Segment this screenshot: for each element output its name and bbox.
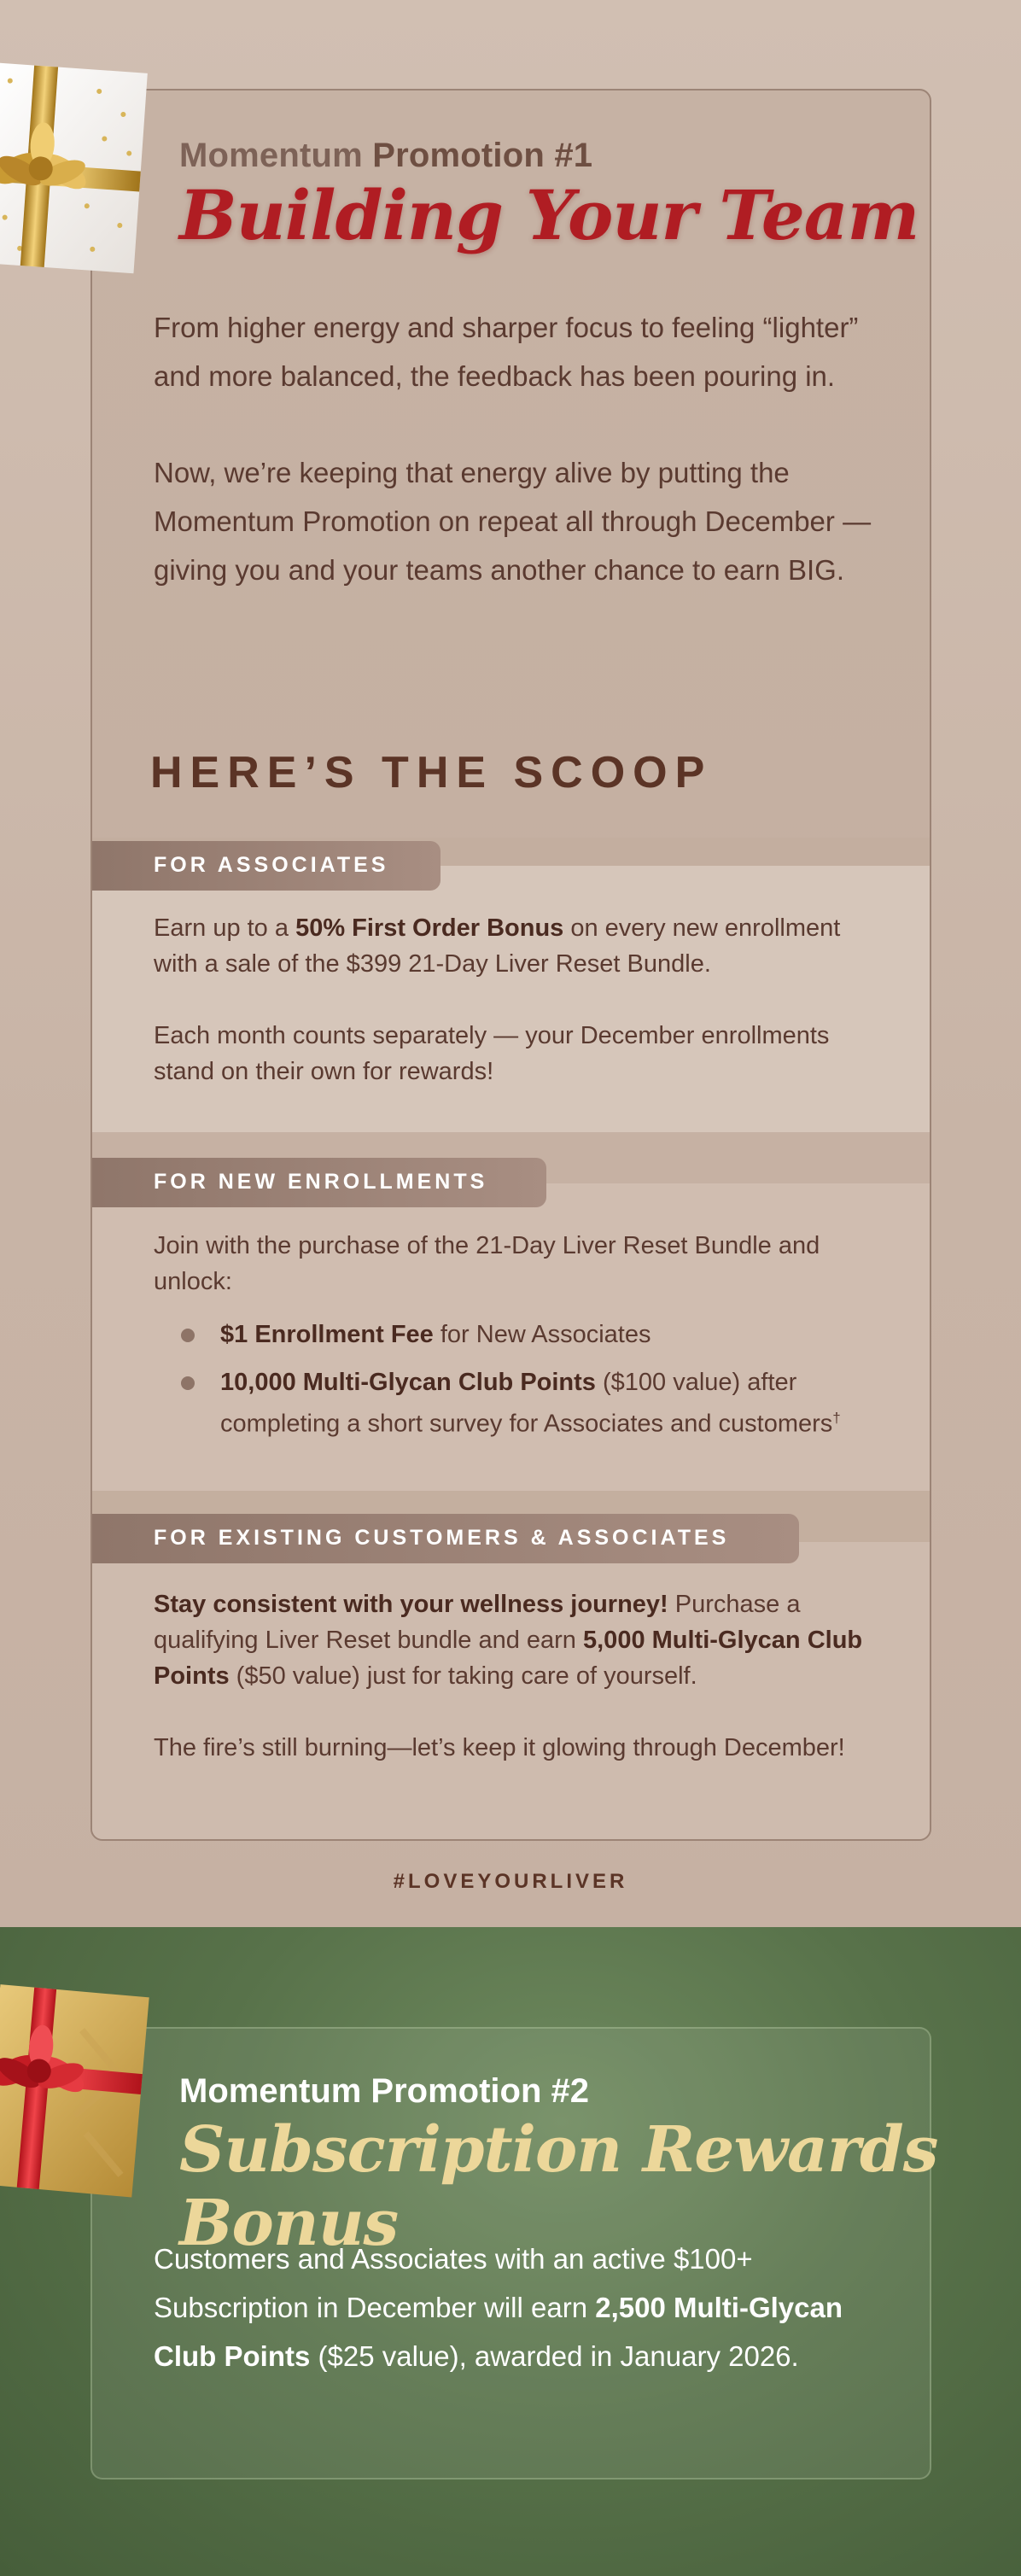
existing-paragraph-2: The fire’s still burning—let’s keep it glowing through December! [154, 1734, 845, 1761]
promotion-2-section [0, 1927, 1021, 2576]
gift-box-red-bow-icon [0, 1971, 163, 2207]
intro-paragraph-1: From higher energy and sharper focus to feeling “lighter” and more balanced, the feedback has been pouring in. [154, 312, 859, 392]
new-enrollments-text [154, 1228, 879, 1442]
promo-1-kicker: Momentum Promotion #1 [179, 137, 593, 174]
for-existing-label: FOR EXISTING CUSTOMERS & ASSOCIATES [92, 1514, 799, 1563]
existing-paragraph-1: Stay consistent with your wellness journey! Purchase a qualifying Liver Reset bundle and earn 5,000 Multi-Glycan Club Points ($50 value) just for taking care of yourself. [154, 1591, 863, 1690]
promo-1-title: Building Your Team [179, 175, 919, 255]
for-new-enrollments-label: FOR NEW ENROLLMENTS [92, 1158, 546, 1207]
list-item: $1 Enrollment Fee for New Associates [154, 1317, 879, 1352]
list-item: 10,000 Multi-Glycan Club Points ($100 value) after completing a short survey for Associates and customers† [154, 1364, 879, 1442]
intro-paragraph-2: Now, we’re keeping that energy alive by putting the Momentum Promotion on repeat all through December — giving you and your teams another chance to earn BIG. [154, 457, 872, 586]
promo-1-intro [154, 303, 879, 594]
associates-text [154, 910, 879, 1089]
hashtag: #LOVEYOURLIVER [393, 1870, 628, 1893]
existing-text [154, 1586, 879, 1766]
associates-paragraph-2: Each month counts separately — your December enrollments stand on their own for rewards! [154, 1022, 830, 1085]
promo-2-title: Subscription Rewards Bonus [179, 2113, 938, 2260]
benefits-list [154, 1317, 879, 1442]
promo-2-body: Customers and Associates with an active $100+ Subscription in December will earn 2,500 Multi-Glycan Club Points ($25 value), awarded in January 2026. [154, 2243, 843, 2372]
for-associates-label: FOR ASSOCIATES [92, 841, 440, 891]
gift-box-gold-bow-icon [0, 46, 161, 288]
associates-paragraph-1: Earn up to a 50% First Order Bonus on every new enrollment with a sale of the $399 21-Day Liver Reset Bundle. [154, 914, 841, 978]
new-enrollments-intro: Join with the purchase of the 21-Day Liver Reset Bundle and unlock: [154, 1232, 820, 1295]
scoop-heading: HERE’S THE SCOOP [150, 748, 713, 797]
promo-2-kicker: Momentum Promotion #2 [179, 2072, 590, 2110]
